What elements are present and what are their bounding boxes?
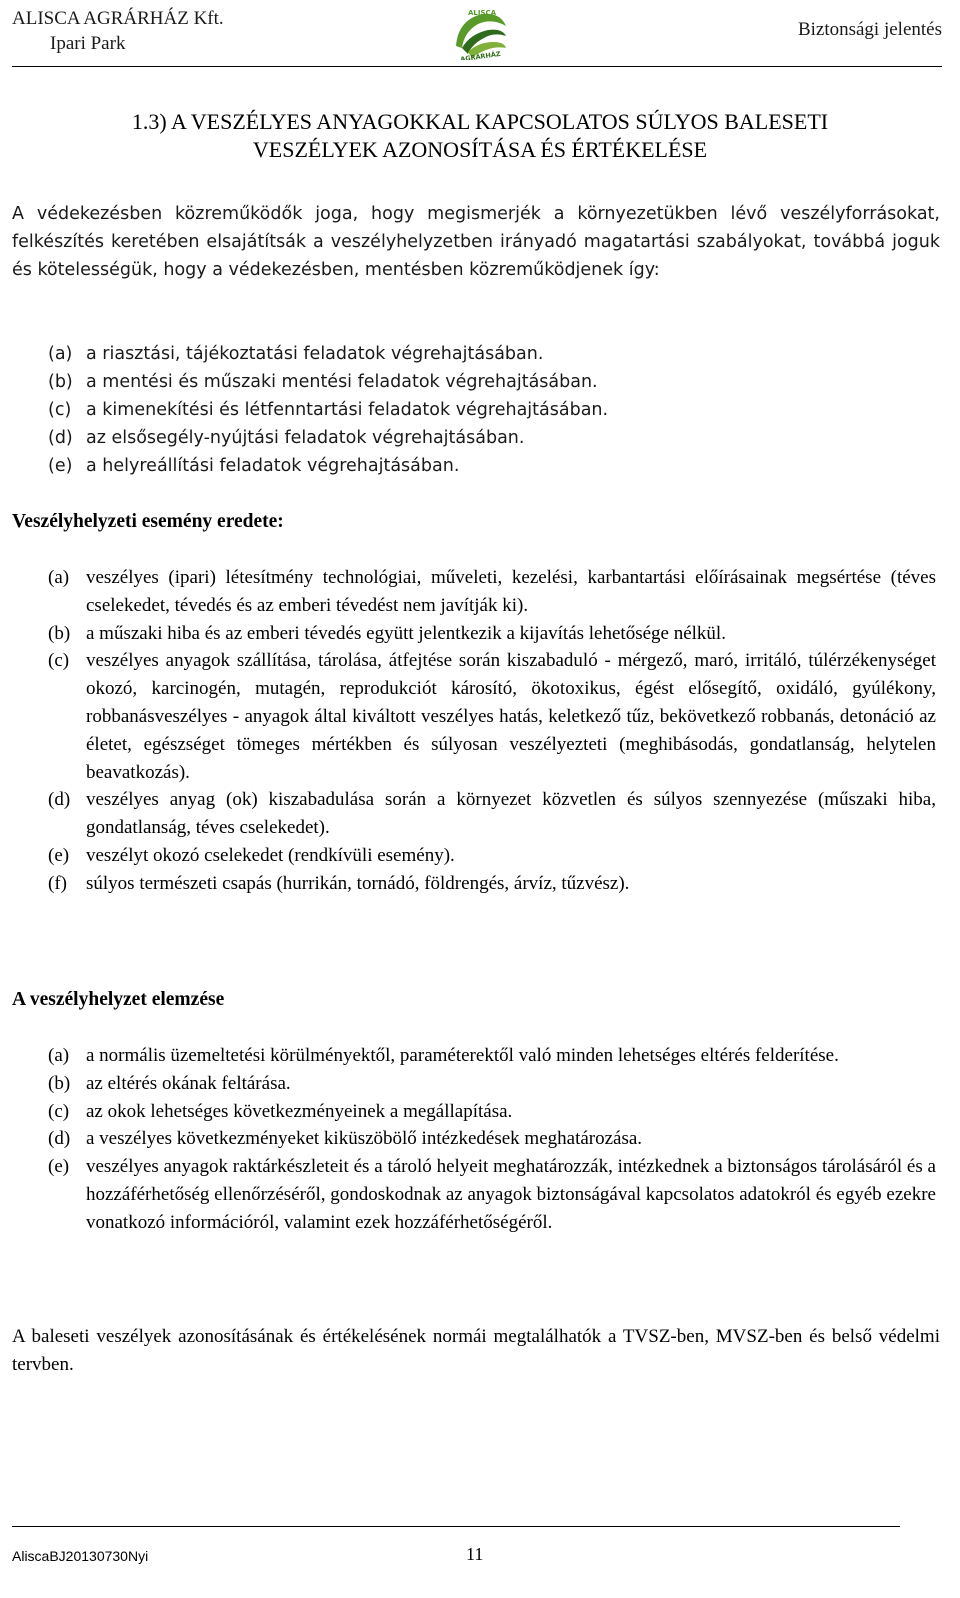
list-item-text: a veszélyes következményeket kiküszöbölő intézkedések meghatározása. [86, 1128, 643, 1150]
list-item-text: veszélyes (ipari) létesítmény technológiai, műveleti, kezelési, karbantartási előírásainak megsértése (téves cselekedet, tévedés és az emberi tévedést nem javítják ki). [86, 567, 936, 616]
list-marker: (e) [48, 456, 73, 476]
list-item [48, 1153, 936, 1236]
list-item [48, 1098, 936, 1126]
list-item [48, 1042, 936, 1070]
page-header [12, 6, 942, 62]
list-item [48, 340, 936, 368]
list-marker: (c) [48, 650, 70, 672]
list-item-text: veszélyes anyag (ok) kiszabadulása során a környezet közvetlen és súlyos szennyezése (műszaki hiba, gondatlanság, téves cselekedet). [86, 789, 936, 839]
footer-document-id: AliscaBJ20130730Nyi [12, 1548, 149, 1564]
list-marker: (a) [48, 1045, 70, 1066]
list-item-text: az eltérés okának feltárása. [86, 1072, 291, 1094]
list-item [48, 647, 936, 786]
analysis-heading: A veszélyhelyzet elemzése [12, 989, 225, 1010]
list-item-text: veszélyes anyagok raktárkészleteit és a tároló helyeit meghatározzák, intézkednek a biztonságos tárolásáról és a hozzáférhetőség ellenőrzéséről, gondoskodnak az anyagok biztonságával kapcsolatos adatokról és egyéb ezekre vonatkozó információról, valamint ezek hozzáférhetőségéről. [86, 1156, 936, 1233]
list-item [48, 786, 936, 842]
intro-list [48, 340, 936, 480]
section-title [60, 108, 900, 164]
list-marker: (b) [48, 622, 71, 644]
list-marker: (d) [48, 1128, 71, 1150]
header-document-type: Biztonsági jelentés [797, 19, 942, 40]
list-item [48, 424, 936, 452]
list-marker: (c) [48, 400, 72, 420]
list-marker: (e) [48, 844, 70, 866]
list-marker: (b) [48, 372, 73, 392]
list-item [48, 870, 936, 898]
list-marker: (d) [48, 789, 71, 811]
list-marker: (b) [48, 1072, 71, 1094]
page-footer [12, 1526, 902, 1576]
list-item [48, 1070, 936, 1098]
page-number: 11 [466, 1544, 484, 1564]
list-item-text: a riasztási, tájékoztatási feladatok végrehajtásában. [86, 344, 544, 364]
origin-list [48, 564, 936, 898]
list-item-text: a mentési és műszaki mentési feladatok végrehajtásában. [86, 372, 598, 392]
list-item-text: veszélyt okozó cselekedet (rendkívüli esemény). [86, 844, 455, 866]
list-marker: (a) [48, 344, 73, 364]
list-item-text: a műszaki hiba és az emberi tévedés együtt jelentkezik a kijavítás lehetősége nélkül. [86, 622, 726, 644]
list-item-text: veszélyes anyagok szállítása, tárolása, átfejtése során kiszabaduló - mérgező, maró, irritáló, túlérzékenységet okozó, karcinogén, mutagén, reprodukciót károsító, ökotoxikus, égést elősegítő, oxidáló, gyúlékony, robbanásveszélyes - anyagok által kiváltott veszélyes hatás, keletkező tűz, bekövetkező robbanás, detonáció az életet, egészséget tömeges mértékben és súlyosan veszélyezteti (meghibásodás, gondatlanság, helytelen beavatkozás). [86, 650, 936, 783]
section-title-line2: VESZÉLYEK AZONOSÍTÁSA ÉS ÉRTÉKELÉSE [252, 137, 708, 162]
list-marker: (f) [48, 872, 67, 894]
list-item [48, 842, 936, 870]
list-item-text: a kimenekítési és létfenntartási feladatok végrehajtásában. [86, 400, 609, 420]
svg-text:AGRÁRHÁZ: AGRÁRHÁZ [459, 49, 502, 60]
closing-paragraph: A baleseti veszélyek azonosításának és értékelésének normái megtalálhatók a TVSZ-ben, MVSZ-ben és belső védelmi tervben. [12, 1326, 940, 1375]
list-item [48, 396, 936, 424]
list-item [48, 564, 936, 620]
analysis-list [48, 1042, 936, 1237]
header-company-name: ALISCA AGRÁRHÁZ Kft. [12, 8, 224, 29]
company-logo [448, 6, 510, 60]
list-item [48, 1125, 936, 1153]
header-divider [12, 66, 942, 67]
footer-divider [12, 1526, 900, 1527]
header-company-block [12, 6, 224, 56]
intro-paragraph: A védekezésben közreműködők joga, hogy megismerjék a környezetükben lévő veszélyforrásokat, felkészítés keretében elsajátítsák a veszélyhelyzetben irányadó magatartási szabályokat, továbbá joguk és kötelességük, hogy a védekezésben, mentésben közreműködjenek így: [12, 204, 940, 280]
section-title-line1: 1.3) A VESZÉLYES ANYAGOKKAL KAPCSOLATOS SÚLYOS BALESETI [131, 109, 829, 134]
list-item-text: súlyos természeti csapás (hurrikán, tornádó, földrengés, árvíz, tűzvész). [86, 872, 630, 894]
origin-heading: Veszélyhelyzeti esemény eredete: [12, 511, 284, 532]
list-item [48, 620, 936, 648]
list-item-text: az okok lehetséges következményeinek a megállapítása. [86, 1100, 513, 1122]
list-marker: (a) [48, 567, 70, 588]
list-marker: (d) [48, 428, 73, 448]
list-item-text: az elsősegély-nyújtási feladatok végrehajtásában. [86, 428, 525, 448]
list-item-text: a helyreállítási feladatok végrehajtásában. [86, 456, 460, 476]
list-item-text: a normális üzemeltetési körülményektől, paraméterektől való minden lehetséges eltérés felderítése. [86, 1045, 839, 1066]
list-marker: (c) [48, 1100, 70, 1122]
header-subtitle: Ipari Park [50, 33, 126, 54]
svg-text:ALISCA: ALISCA [468, 9, 497, 17]
list-item [48, 452, 936, 480]
alisca-logo-icon [448, 6, 510, 60]
list-marker: (e) [48, 1156, 70, 1178]
list-item [48, 368, 936, 396]
